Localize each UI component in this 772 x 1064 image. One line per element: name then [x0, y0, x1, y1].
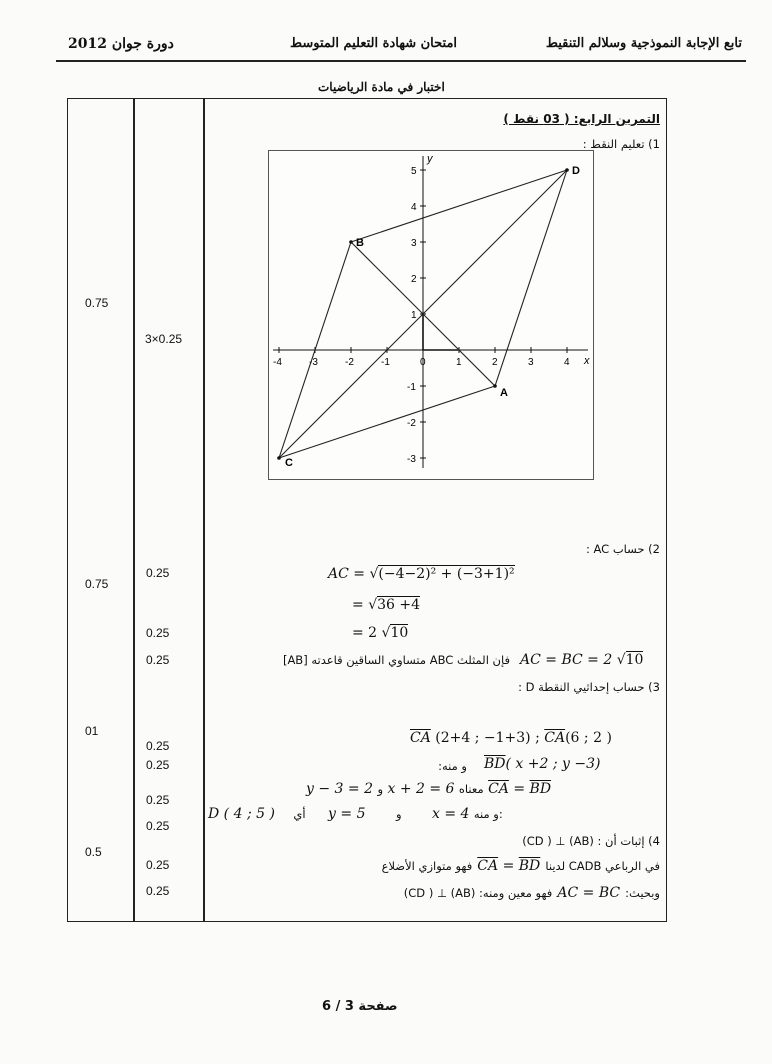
sqrt-sign: √: [369, 566, 379, 582]
bd-expr: ( x +2 ; y −3): [505, 756, 601, 772]
q4-text-a: في الرباعي CADB لدينا: [545, 859, 660, 873]
eq-y: y − 3 = 2: [306, 781, 373, 797]
ca-expr-1: (2+4 ; −1+3) ;: [435, 730, 540, 746]
point-a: [493, 384, 497, 388]
radicand-10: 10: [390, 625, 409, 641]
mark-q2-c: 0.25: [146, 653, 170, 667]
q4-text-d: فهو معين ومنه: (AB) ⊥ ( CD): [403, 886, 553, 900]
subject-title: اختبار في مادة الرياضيات: [318, 80, 445, 94]
point-label-a: A: [500, 387, 508, 399]
y-tick-label: 3: [411, 238, 417, 249]
y-tick-label: -3: [407, 454, 416, 465]
mark-q2-b: 0.25: [146, 626, 170, 640]
point-label-c: C: [285, 457, 293, 469]
coordinate-graph: [268, 150, 594, 480]
graph-frame: [269, 151, 594, 480]
eq-sign: =: [352, 597, 364, 613]
vector-ca-line: [410, 730, 612, 746]
x-tick-label: -4: [273, 357, 282, 368]
mark-total-q1: 0.75: [85, 296, 109, 310]
ac-bc-equality: [520, 652, 643, 668]
x-tick-label: -1: [381, 357, 390, 368]
header-center-title: امتحان شهادة التعليم المتوسط: [290, 36, 458, 51]
y-tick-label: 2: [411, 274, 417, 285]
result-x: x = 4: [431, 806, 470, 822]
y-tick-label: 4: [411, 202, 417, 213]
question-2: 2) حساب AC :: [585, 542, 660, 556]
point-label-b: B: [356, 237, 364, 249]
sqrt-sign: √: [368, 597, 378, 613]
and-word-1: و: [377, 782, 384, 796]
ca-expr-2: (6 ; 2 ): [565, 730, 612, 746]
mark-q4-a: 0.25: [146, 858, 170, 872]
q4-ac-bc: AC = BC: [557, 885, 621, 901]
question-1: 1) تعليم النقط :: [582, 137, 660, 151]
table-divider-2: [203, 98, 205, 922]
y-axis-label: y: [427, 153, 433, 165]
vector-bd-line: [484, 756, 601, 772]
eq-x: x + 2 = 6: [387, 781, 455, 797]
x-tick-label: 3: [528, 357, 534, 368]
result-y: y = 5: [328, 806, 366, 822]
radicand-10b: 10: [625, 652, 644, 668]
mark-total-q4: 0.5: [85, 845, 102, 859]
point-d: [565, 168, 569, 172]
ac-formula-line3: [352, 625, 408, 641]
mark-q3-c: 0.25: [146, 793, 170, 807]
x-axis-label: x: [584, 355, 590, 367]
y-tick-label: 5: [411, 166, 417, 177]
x-tick-label: -3: [309, 357, 318, 368]
mark-total-q3: 01: [85, 724, 99, 738]
sqrt-sign: √: [616, 652, 626, 668]
ac-lhs: AC =: [328, 566, 366, 582]
mark-q2-a: 0.25: [146, 566, 170, 580]
y-tick-label: 1: [411, 310, 417, 321]
parallelogram-line: [382, 855, 660, 874]
eq-equals: =: [513, 781, 526, 797]
result-d: D ( 4 ; 5 ): [208, 806, 275, 822]
header-right-title: تابع الإجابة النموذجية وسلالم التنقيط: [545, 36, 742, 51]
means-word: معناه: [458, 782, 484, 796]
vec-ca: $\overline{CA}$: [410, 730, 431, 746]
mark-q4-b: 0.25: [146, 884, 170, 898]
eq-ca: $\overline{CA}$: [488, 781, 509, 797]
header-rule: [56, 60, 746, 62]
ac-formula-line2: [352, 597, 420, 613]
x-tick-label: 2: [492, 357, 498, 368]
y-tick-label: -1: [407, 382, 416, 393]
x-tick-label: -2: [345, 357, 354, 368]
point-b: [349, 240, 353, 244]
isosceles-conclusion: فإن المثلث ABC متساوي الساقين قاعدته [AB]: [282, 653, 510, 667]
q4-text-c: وبحيث:: [625, 886, 660, 900]
point-label-d: D: [572, 165, 580, 177]
ac-formula-line1: [328, 566, 515, 582]
equation-system: [306, 781, 551, 797]
question-3: 3) حساب إحداثيي النقطة D :: [518, 680, 660, 694]
exercise-title: التمرين الرابع: ( 03 نقط ): [503, 112, 660, 126]
x-tick-label: 0: [420, 357, 426, 368]
ac-bc-text: AC = BC = 2: [520, 652, 613, 668]
question-4: 4) إثبات أن : (AB) ⊥ ( CD): [522, 834, 660, 848]
header-session: دورة جوان 2012: [68, 36, 174, 52]
and-word-2: و: [395, 807, 402, 821]
sqrt-sign: √: [381, 625, 391, 641]
mark-total-q2: 0.75: [85, 577, 109, 591]
eq-bd: $\overline{BD}$: [529, 781, 552, 797]
vec-ca-2: $\overline{CA}$: [544, 730, 566, 746]
point-c: [277, 456, 281, 460]
mark-detail-q1: 3×0.25: [145, 332, 183, 346]
mark-q3-d: 0.25: [146, 819, 170, 833]
page-number: صفحة 3 / 6: [322, 999, 398, 1014]
d-coordinates-result: [208, 806, 503, 822]
ac-radicand: (−4−2)² + (−3+1)²: [378, 566, 515, 582]
q4-vec-eq: $\overline{CA} = \overline{BD}$: [477, 858, 541, 874]
radicand-36-4: 36 +4: [377, 597, 421, 613]
q4-text-b: فهو متوازي الأضلاع: [381, 859, 473, 873]
and-so-label: و منه:: [438, 759, 467, 773]
vec-bd: $\overline{BD}$: [484, 756, 506, 772]
x-tick-label: 1: [456, 357, 462, 368]
mark-q3-a: 0.25: [146, 739, 170, 753]
res-prefix: و منه:: [473, 807, 503, 821]
ay-word: أي: [293, 807, 306, 821]
x-tick-label: 4: [564, 357, 570, 368]
mark-q3-b: 0.25: [146, 758, 170, 772]
y-tick-label: -2: [407, 418, 416, 429]
eq-two: = 2: [352, 625, 378, 641]
table-divider-1: [133, 98, 135, 922]
rhombus-line: [404, 882, 660, 901]
